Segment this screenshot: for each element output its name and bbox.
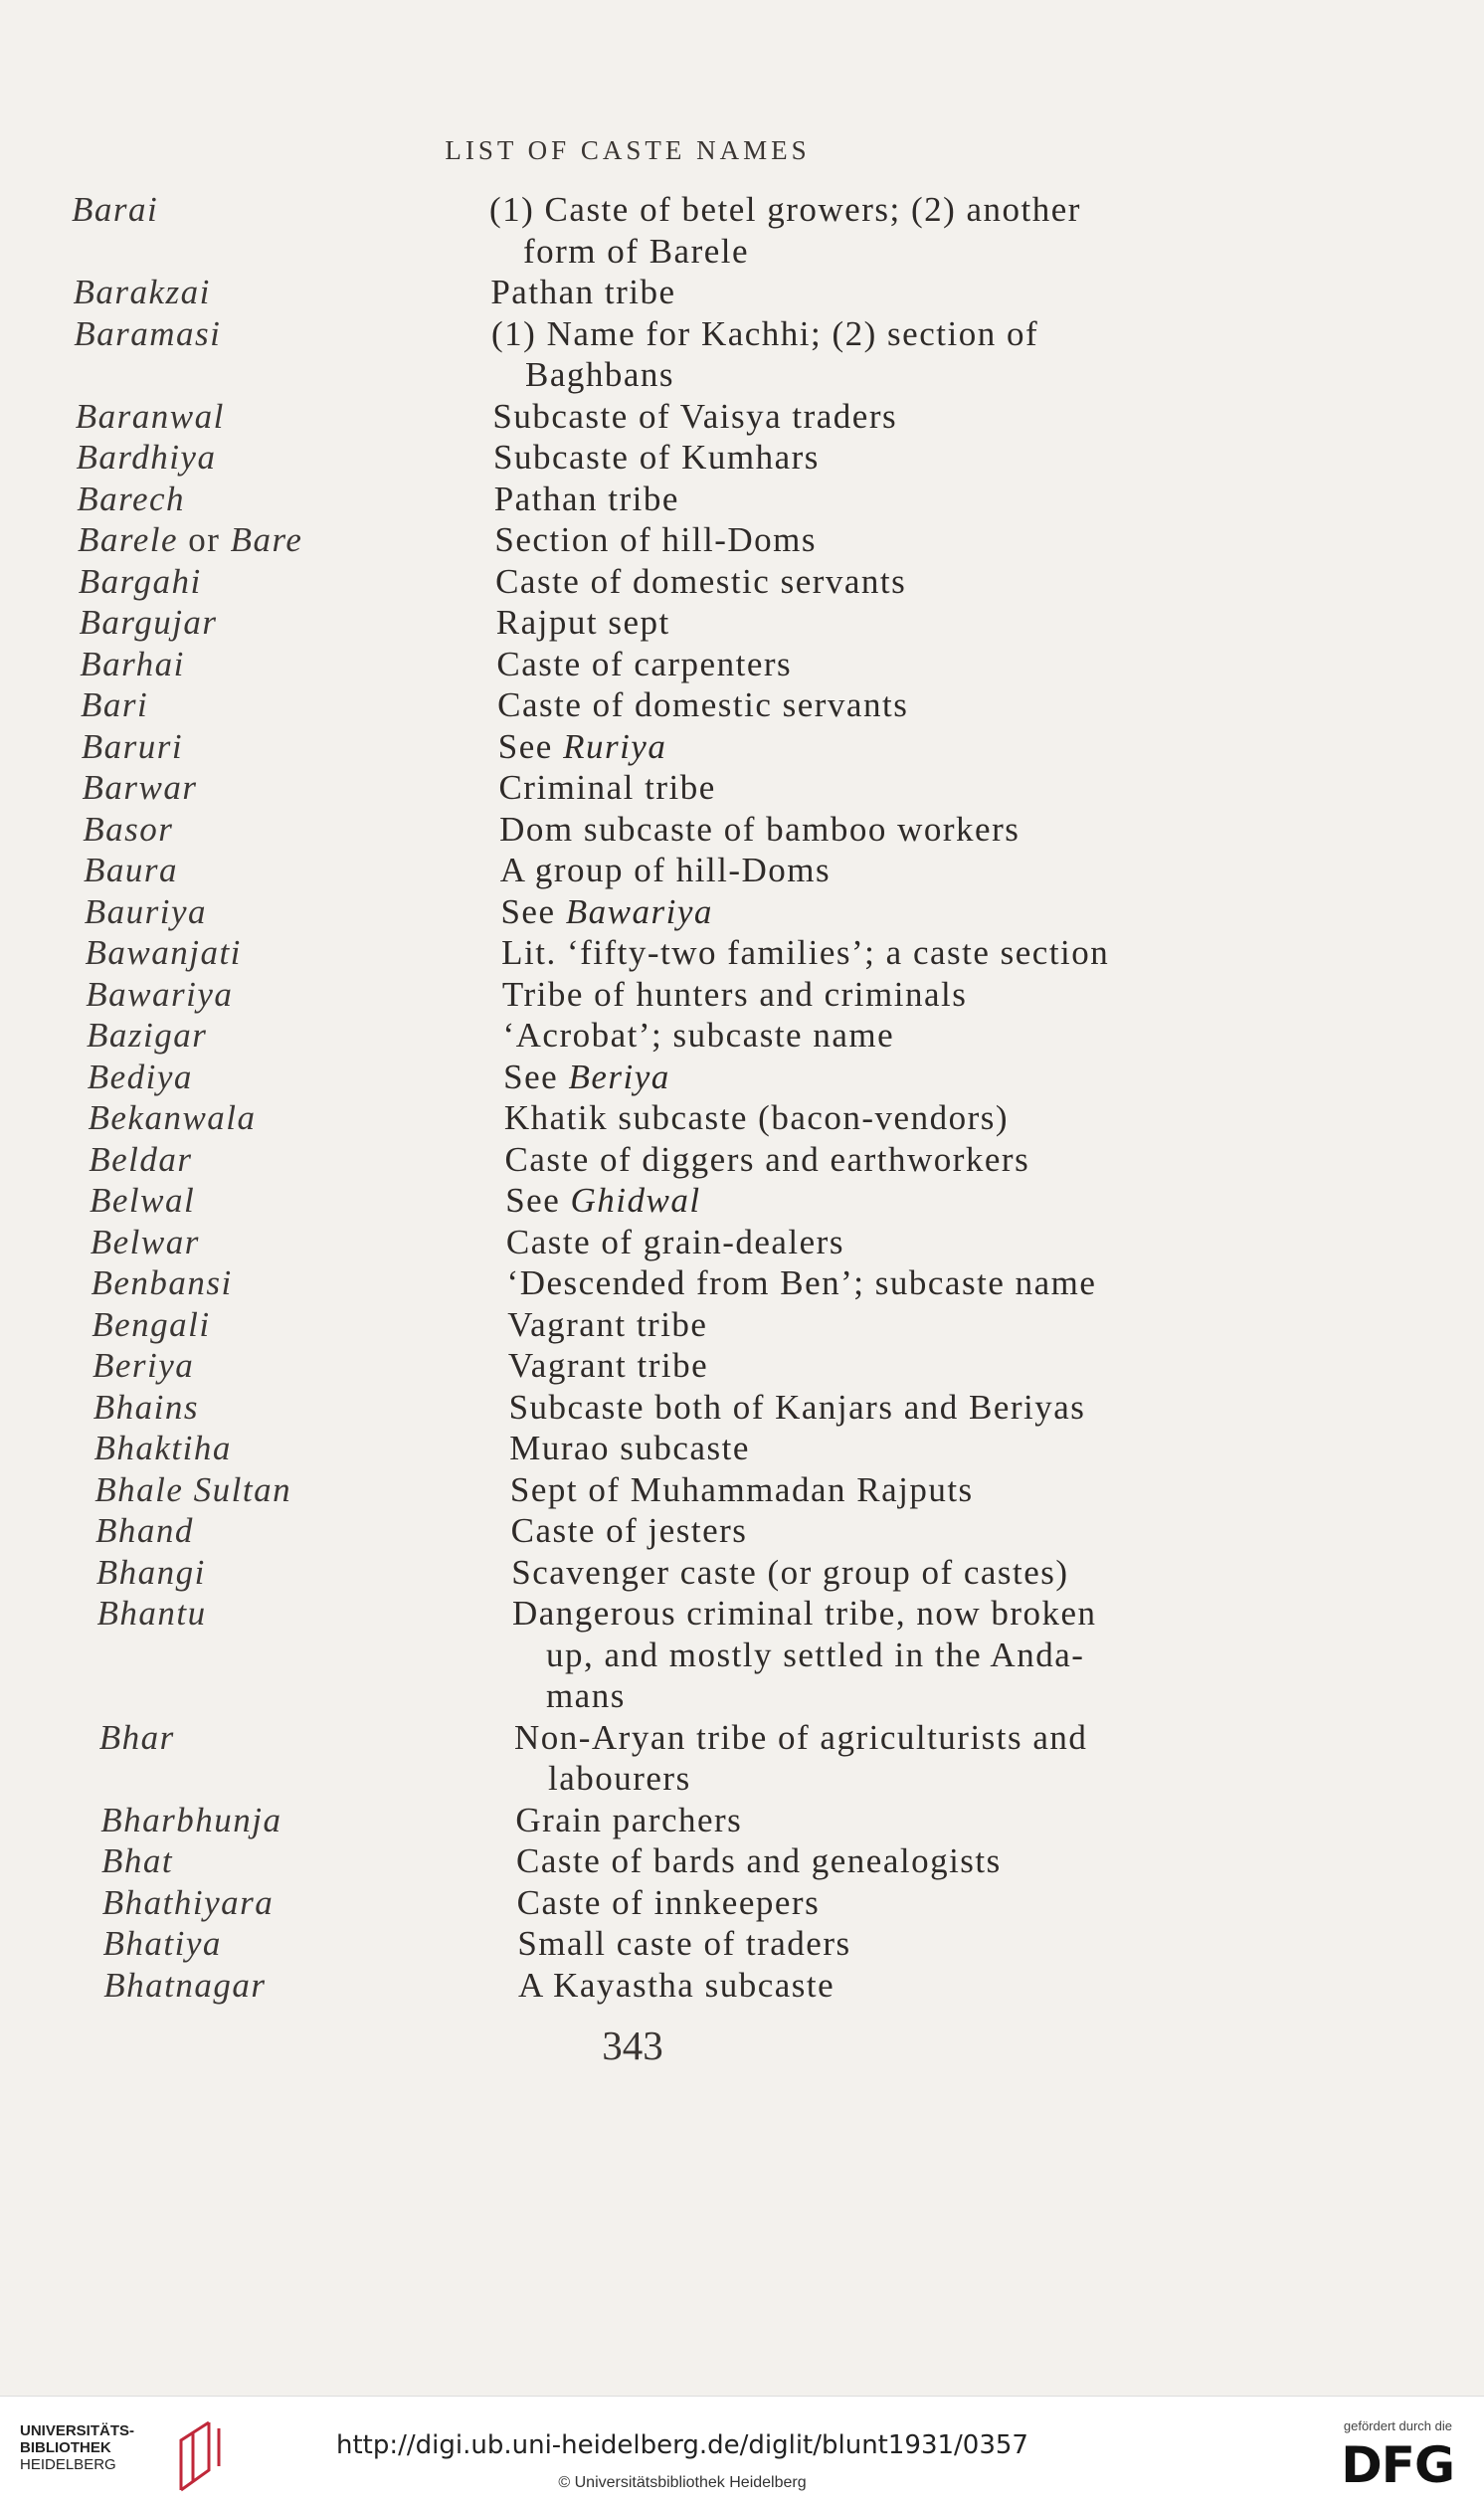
cross-reference: Ruriya <box>563 726 667 766</box>
caste-description <box>503 1015 1259 1057</box>
description-line: Caste of innkeepers <box>516 1882 821 1922</box>
footer-bar <box>0 2396 1484 2506</box>
description-line: Caste of carpenters <box>496 644 793 683</box>
caste-name <box>74 272 211 313</box>
description-line: Caste of domestic servants <box>495 561 907 601</box>
caste-description <box>509 1387 1265 1429</box>
caste-name <box>89 1097 257 1139</box>
library-name-line1: UNIVERSITÄTS- <box>20 2422 135 2439</box>
caste-name <box>89 1139 192 1181</box>
caste-name <box>103 1965 266 2007</box>
running-header: LIST OF CASTE NAMES <box>445 135 811 165</box>
description-line: Caste of diggers and earthworkers <box>504 1139 1030 1179</box>
description-line: Pathan tribe <box>493 479 679 518</box>
caste-description <box>495 561 1251 603</box>
see-prefix: See <box>500 891 566 931</box>
caste-name-text: Bhand <box>95 1511 194 1550</box>
caste-description <box>516 1840 1272 1882</box>
caste-description <box>498 726 1254 768</box>
description-line: Tribe of hunters and criminals <box>501 974 968 1014</box>
see-prefix: See <box>505 1181 571 1220</box>
caste-name <box>76 396 225 438</box>
caste-description <box>504 1097 1260 1139</box>
caste-name-text: Bhatnagar <box>103 1965 267 2005</box>
caste-name <box>93 1387 199 1429</box>
caste-name-alt: Bare <box>230 520 303 559</box>
description-line: Grain parchers <box>515 1800 743 1839</box>
caste-name <box>100 1800 281 1841</box>
caste-name-text: Barakzai <box>73 273 211 311</box>
caste-name-text: Beldar <box>89 1139 193 1179</box>
caste-name <box>77 479 185 520</box>
caste-description <box>492 396 1248 438</box>
description-line: Sept of Muhammadan Rajputs <box>509 1469 974 1509</box>
funding-note: gefördert durch die <box>1343 2418 1452 2433</box>
caste-description <box>501 932 1257 974</box>
caste-name <box>93 1345 194 1387</box>
caste-name-text: Bediya <box>87 1057 193 1096</box>
caste-description <box>490 272 1246 313</box>
description-continuation: mans <box>545 1676 626 1715</box>
caste-description <box>514 1717 1270 1800</box>
caste-description <box>498 767 1254 809</box>
caste-name-text: Barai <box>72 190 159 229</box>
caste-name <box>96 1552 206 1594</box>
description-line: Dangerous criminal tribe, now broken <box>511 1594 1097 1633</box>
cross-reference: Bawariya <box>565 891 713 931</box>
caste-description <box>512 1593 1268 1717</box>
caste-name-text: Bhangi <box>95 1552 206 1592</box>
description-line: Caste of jesters <box>510 1511 748 1550</box>
caste-name-text: Baura <box>84 851 178 889</box>
permalink-url[interactable]: http://digi.ub.uni-heidelberg.de/diglit/blunt1931/0357 <box>336 2430 1028 2460</box>
caste-name <box>80 602 218 644</box>
caste-name-text: Bhale Sultan <box>94 1469 292 1509</box>
caste-name <box>92 1262 233 1304</box>
caste-name <box>86 932 242 974</box>
description-line: Section of hill-Doms <box>494 520 817 559</box>
caste-name <box>82 726 183 768</box>
caste-name-text: Beriya <box>93 1346 195 1385</box>
caste-name <box>80 644 185 685</box>
caste-name <box>74 313 221 355</box>
caste-description <box>511 1552 1267 1594</box>
caste-name-text: Bhathiyara <box>101 1882 275 1922</box>
caste-name <box>86 974 233 1016</box>
copyright-notice: © Universitätsbibliothek Heidelberg <box>558 2474 807 2491</box>
caste-name <box>94 1428 232 1469</box>
caste-name-text: Bhatiya <box>102 1924 222 1963</box>
caste-description <box>515 1800 1271 1841</box>
caste-description <box>506 1222 1262 1263</box>
caste-name <box>92 1304 210 1346</box>
caste-name-text: Barech <box>77 479 186 518</box>
caste-description <box>494 519 1250 561</box>
caste-name-text: Bazigar <box>87 1016 208 1055</box>
see-prefix: See <box>503 1057 569 1096</box>
caste-name <box>95 1510 194 1552</box>
caste-name <box>77 437 217 479</box>
caste-name <box>88 1057 193 1098</box>
caste-description <box>508 1345 1264 1387</box>
description-continuation: labourers <box>547 1759 691 1798</box>
caste-name-text: Barwar <box>82 768 198 807</box>
caste-description <box>517 1923 1273 1965</box>
caste-name-text: Bawanjati <box>85 933 242 972</box>
caste-name-text: Baramasi <box>74 313 222 353</box>
description-continuation: up, and mostly settled in the Anda- <box>545 1635 1085 1674</box>
caste-name <box>72 189 158 231</box>
caste-description <box>518 1965 1274 2007</box>
description-line: Lit. ‘fifty-two families’; a caste section <box>501 933 1110 972</box>
description-line: Caste of grain-dealers <box>505 1222 844 1261</box>
caste-name <box>103 1923 222 1965</box>
caste-name-text: Basor <box>83 809 174 849</box>
caste-description <box>497 684 1253 726</box>
caste-name <box>84 850 178 891</box>
caste-description <box>503 1057 1259 1098</box>
description-line: ‘Acrobat’; subcaste name <box>502 1016 895 1055</box>
caste-name <box>83 767 198 809</box>
caste-name <box>87 1015 207 1057</box>
caste-description <box>510 1469 1266 1511</box>
caste-name-text: Barele <box>78 520 178 559</box>
description-line: Vagrant tribe <box>507 1304 708 1344</box>
caste-description <box>505 1180 1261 1222</box>
page-number: 343 <box>602 2023 663 2068</box>
caste-name <box>90 1180 195 1222</box>
description-line: (1) Name for Kachhi; (2) section of <box>491 313 1039 353</box>
library-name-line2: BIBLIOTHEK <box>20 2439 111 2456</box>
description-line: Subcaste both of Kanjars and Beriyas <box>508 1387 1086 1427</box>
description-line: Rajput sept <box>495 603 670 642</box>
caste-name <box>91 1222 200 1263</box>
caste-name <box>81 684 148 726</box>
description-line: Caste of bards and genealogists <box>516 1841 1002 1880</box>
caste-name <box>99 1717 175 1759</box>
caste-name-text: Bekanwala <box>88 1098 257 1137</box>
description-line: (1) Caste of betel growers; (2) another <box>489 190 1081 229</box>
caste-name-text: Bhains <box>93 1387 199 1427</box>
caste-name-text: Bhat <box>101 1841 174 1880</box>
caste-name <box>79 561 202 603</box>
caste-description <box>496 644 1252 685</box>
caste-description <box>507 1262 1263 1304</box>
description-line: Vagrant tribe <box>507 1346 709 1385</box>
cross-reference: Beriya <box>568 1057 670 1096</box>
library-name-line3: HEIDELBERG <box>20 2456 116 2473</box>
caste-description <box>491 313 1247 396</box>
caste-description <box>505 1139 1261 1181</box>
caste-name-text: Baruri <box>81 726 184 766</box>
caste-name-text: Bengali <box>92 1304 211 1344</box>
caste-description <box>500 891 1256 933</box>
description-line: A Kayastha subcaste <box>518 1965 835 2005</box>
caste-description <box>517 1882 1273 1924</box>
description-line: Criminal tribe <box>498 768 716 807</box>
caste-name-text: Benbansi <box>91 1263 233 1302</box>
caste-description <box>494 479 1250 520</box>
description-continuation: Baghbans <box>525 355 675 394</box>
caste-name-text: Bauriya <box>84 891 208 931</box>
caste-name-text: Bharbhunja <box>100 1800 282 1839</box>
caste-name-text: Bhar <box>98 1717 175 1757</box>
caste-name <box>102 1882 274 1924</box>
description-line: Murao subcaste <box>509 1429 750 1467</box>
cross-reference: Ghidwal <box>570 1181 701 1220</box>
see-prefix: See <box>497 726 564 766</box>
caste-name <box>97 1593 207 1635</box>
description-line: Subcaste of Vaisya traders <box>492 396 898 436</box>
caste-name-text: Bhantu <box>96 1594 207 1633</box>
dfg-logo[interactable]: DFG <box>1341 2436 1454 2494</box>
description-line: Pathan tribe <box>490 273 676 311</box>
description-line: Non-Aryan tribe of agriculturists and <box>513 1717 1088 1757</box>
caste-description <box>489 189 1245 272</box>
caste-name-text: Belwar <box>90 1222 200 1261</box>
caste-name-text: Bawariya <box>86 974 234 1014</box>
caste-name-text: Baranwal <box>75 396 225 436</box>
caste-description <box>509 1428 1265 1469</box>
caste-name <box>78 519 302 561</box>
caste-description <box>507 1304 1263 1346</box>
caste-name <box>94 1469 291 1511</box>
caste-name-text: Belwal <box>90 1181 196 1220</box>
caste-name-text: Bardhiya <box>76 438 217 477</box>
caste-name <box>85 891 207 933</box>
caste-name-text: Barhai <box>80 644 185 683</box>
caste-name-text: Bari <box>81 685 149 724</box>
caste-name-text: Bargujar <box>79 603 218 642</box>
caste-description <box>493 437 1249 479</box>
description-line: Small caste of traders <box>517 1924 851 1963</box>
caste-name-text: Bhaktiha <box>93 1429 232 1467</box>
description-line: Scavenger caste (or group of castes) <box>511 1552 1069 1592</box>
description-line: Dom subcaste of bamboo workers <box>499 809 1020 849</box>
caste-name-text: Bargahi <box>78 561 202 601</box>
caste-name <box>83 809 173 851</box>
caste-name <box>101 1840 173 1882</box>
caste-description <box>502 974 1258 1016</box>
description-line: ‘Descended from Ben’; subcaste name <box>506 1263 1097 1302</box>
caste-description <box>499 809 1255 851</box>
description-line: A group of hill-Doms <box>499 851 832 889</box>
description-line: Khatik subcaste (bacon-vendors) <box>503 1098 1010 1137</box>
description-line: Subcaste of Kumhars <box>493 438 820 477</box>
or-connector: or <box>188 520 221 559</box>
description-line: Caste of domestic servants <box>497 685 909 724</box>
caste-description <box>511 1510 1267 1552</box>
description-continuation: form of Barele <box>523 231 750 271</box>
caste-description <box>496 602 1252 644</box>
caste-description <box>500 850 1256 891</box>
